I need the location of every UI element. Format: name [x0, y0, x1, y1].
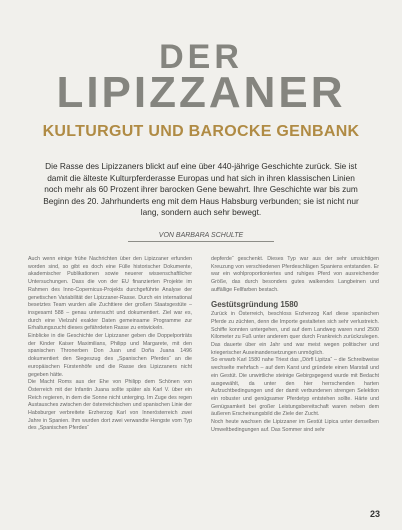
pretitle: DER [159, 38, 243, 76]
section-heading: Gestütsgründung 1580 [211, 299, 299, 309]
left-column [28, 256, 192, 433]
body-paragraph: Auch wenn einige frühe Nachrichten über den Lipizzaner erfunden worden sind, so gibt es doch eine Fülle historischer Dokumente, akademischer Publikationen sowie neuerer wissenschaftlicher Untersuchungen. Dass die von der EU finanzierten Projekte im Rahmen des Inno-Copernicus-Projekts durchgeführte Analyse der genetischen Variabilität der Lipizzaner-Rasse. Durch ein international besetztes Team wurden alle Zuchttiere der großen Staatsgestüte – insgesamt 588 – genau untersucht und dokumentiert. Ziel war es, durch eine Vielzahl exakter Daten gemeinsame Programme zur Erhaltungszucht dieses gefährdeten Rasse zu entwickeln. [28, 256, 192, 332]
right-column [211, 256, 379, 434]
byline-rule [128, 241, 274, 242]
page-number: 23 [370, 509, 381, 519]
body-paragraph: depferde“ geschenkt. Dieses Typ war aus der sehr umsichtigen Kreuzung von verschiedenen Pferdeschlägen Spaniens entstanden. Er war ein wohlproportioniertes und ruhiges Pferd von ausreichender Größe, das durch besonders gutes walkendes Langbeinen und auffällige Fellfarben bestach. [211, 256, 379, 293]
byline: VON BARBARA SCHULTE [158, 232, 244, 239]
body-paragraph: Noch heute wachsen die Lipizzaner im Gestüt Lipica unter denselben Umweltbedingungen auf. Das Sommer sind sehr [211, 419, 379, 433]
article-subtitle: KULTURGUT UND BAROCKE GENBANK [42, 123, 360, 140]
body-paragraph: Zurück in Österreich, beschloss Erzherzog Karl diese spanischen Pferde zu züchten, denn die Importe gestalteten sich sehr verlustreich. Schiffe konnten untergehen, und auf dem Landweg waren rund 2500 Kilometer zu Fuß unter anderem quer durch Frankreich zurückzulegen. Das dauerte über ein Jahr und war meist wegen politischer und kriegerischer Auseinandersetzungen unmöglich. [211, 311, 379, 356]
body-paragraph: So erwarb Karl 1580 nahe Triest das „Dörfl Lipitza“ – die Schreibweise wechselte mehrfach – auf dem Karst und gründete einen Marstall und ein Gestüt. Die unwirtliche steinige Gebirgsgegend wurde mit Bedacht ausgewählt, da unter den hier herrschenden harten Aufzuchtbedingungen und der damit verbundenen strengen Selektion ein robuster und genügsamer Pferdetyp entstehen sollte. Härte und Genügsamkeit bei großer Leistungsbereitschaft waren neben dem äußeren Erscheinungsbild die Ziele der Zucht. [211, 357, 379, 418]
article-title: LIPIZZANER [56, 68, 346, 117]
body-paragraph: Die Macht Roms aus der Ehe von Philipp dem Schönen von Österreich mit der Infantin Juana sollte später als Karl V. über ein Reich regieren, in dem die Sonne nicht unterging. Im Zuge des regen Austausches zwischen der österreichischen und spanischen Linie der Habsburger verbreitete Erzherzog Karl von Innerösterreich zwei Jahre in Spanien. Ihm wurden dort zwei verwandte Hengste vom Typ des „Spanischen Pferdes“ [28, 379, 192, 432]
intro-paragraph: Die Rasse des Lipizzaners blickt auf eine über 440-jährige Geschichte zurück. Sie ist damit die älteste Kulturpferderasse Europas und hat sich in ihren klassischen Linien noch mehr als 60 Prozent ihrer barocken Gene bewahrt. Ihre Geschichte war bis zum Beginn des 20. Jahrhunderts eng mit dem Haus Habsburg verbunden; sie ist nicht nur lang, sondern auch sehr bewegt. [43, 161, 359, 217]
body-paragraph: Einblicke in die Geschichte der Lipizzaner geben die Doppelporträts der Kinder Kaiser Maximilians, Philipp und Margarete, mit den spanischen Thronerben Don Juan und Doña Juana 1496 dokumentiert den Siegeszug des „Spanischen Pferdes“ an die europäischen Fürstenhöfe und die Rasse des Lipizzaners nicht gegeben hätte. [28, 333, 192, 378]
